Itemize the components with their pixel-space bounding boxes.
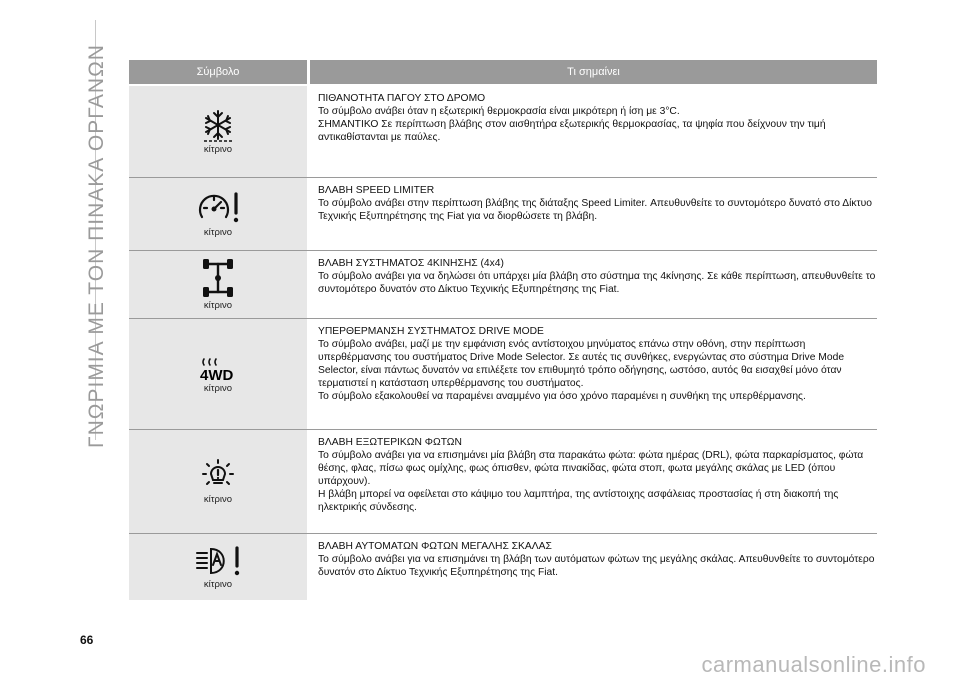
symbol-cell: [129, 251, 307, 318]
drivetrain-fault-icon: [200, 258, 236, 298]
watermark: carmanualsonline.info: [701, 652, 926, 677]
table-row: [129, 534, 877, 600]
meaning-cell: [310, 178, 877, 250]
snowflake-road-icon: [201, 108, 235, 142]
section-side-title-text: ΓΝΩΡΙΜΙΑ ΜΕ ΤΟΝ ΠΙΝΑΚΑ ΟΡΓΑΝΩΝ: [85, 44, 108, 448]
table-row: [129, 178, 877, 251]
meaning-text: ΣΗΜΑΝΤΙΚΟ Σε περίπτωση βλάβης στον αισθητήρα εξωτερικής θερμοκρασίας, τα ψηφία που δείχνουν την τιμή αντικαθίστανται με παύλες.: [318, 119, 826, 143]
symbol-color-label: κίτρινο: [203, 382, 233, 394]
page-number: 66: [80, 633, 94, 647]
table-row: [129, 319, 877, 430]
table-row: [129, 251, 877, 319]
symbol-color-label: κίτρινο: [203, 300, 233, 311]
symbol-color-label: κίτρινο: [203, 494, 233, 505]
meaning-title: ΒΛΑΒΗ ΕΞΩΤΕΡΙΚΩΝ ΦΩΤΩΝ: [318, 437, 462, 448]
meaning-text: Το σύμβολο ανάβει για να δηλώσει ότι υπάρχει μία βλάβη στο σύστημα της 4κίνησης. Σε κάθε περίπτωση, απευθυνθείτε το συντομότερο δυνατόν στο Δίκτυο Τεχνικής Εξυπηρέτησης της Fiat.: [318, 271, 876, 295]
meaning-text: Το σύμβολο ανάβει για να επισημάνει τη βλάβη των αυτόματων φώτων της μεγάλης σκάλας. Απευθυνθείτε το συντομότερο δυνατόν στο Δίκτυο Τεχνικής Εξυπηρέτησης της Fiat.: [318, 554, 875, 578]
4wd-icon-text: 4WD: [200, 366, 234, 381]
meaning-title: ΒΛΑΒΗ SPEED LIMITER: [318, 185, 435, 196]
symbol-cell: [129, 86, 307, 177]
symbol-color-label: κίτρινο: [203, 578, 233, 590]
meaning-title: ΠΙΘΑΝΟΤΗΤΑ ΠΑΓΟΥ ΣΤΟ ΔΡΟΜΟ: [318, 93, 486, 104]
symbol-color-label: κίτρινο: [203, 144, 233, 155]
table-header: [129, 60, 877, 84]
meaning-text: Το σύμβολο εξακολουθεί να παραμένει αναμμένο για όσο χρόνο παραμένει η συνθήκη της υπερθέρμανσης.: [318, 391, 806, 402]
section-side-title: [80, 44, 114, 448]
meaning-text: Το σύμβολο ανάβει όταν η εξωτερική θερμοκρασία είναι μικρότερη ή ίση με 3°C.: [318, 106, 680, 117]
meaning-cell: [310, 534, 877, 600]
meaning-text: Το σύμβολο ανάβει στην περίπτωση βλάβης της διάταξης Speed Limiter. Απευθυνθείτε το συντομότερο δυνατό στο Δίκτυο Τεχνικής Εξυπηρέτησης της Fiat για να διορθώσετε τη βλάβη.: [318, 198, 872, 222]
warning-lights-table: [129, 60, 877, 600]
meaning-cell: [310, 86, 877, 177]
header-meaning: Τι σημαίνει: [310, 60, 877, 84]
symbol-cell: [129, 430, 307, 533]
table-row: [129, 430, 877, 534]
meaning-title: ΥΠΕΡΘΕΡΜΑΝΣΗ ΣΥΣΤΗΜΑΤΟΣ DRIVE MODE: [318, 326, 544, 337]
meaning-cell: [310, 251, 877, 318]
meaning-text: Η βλάβη μπορεί να οφείλεται στο κάψιμο του λαμπτήρα, της αντίστοιχης ασφάλειας προστασίας ή στη διακοπή της ηλεκτρικής σύνδεσης.: [318, 489, 839, 513]
symbol-cell: [129, 178, 307, 250]
meaning-title: ΒΛΑΒΗ ΑΥΤΟΜΑΤΩΝ ΦΩΤΩΝ ΜΕΓΑΛΗΣ ΣΚΑΛΑΣ: [318, 541, 552, 552]
header-symbol: Σύμβολο: [129, 60, 307, 84]
symbol-cell: [129, 319, 307, 429]
symbol-cell: [129, 534, 307, 600]
exterior-lights-fault-icon: [200, 458, 236, 492]
meaning-cell: [310, 430, 877, 533]
meaning-text: Το σύμβολο ανάβει για να επισημάνει μία βλάβη στα παρακάτω φώτα: φώτα ημέρας (DRL), φώτα παρκαρίσματος, φώτα θέσης, φλας, πίσω φως ομίχλης, φως όπισθεν, φώτα πινακίδας, φώτα στοπ, φωτα μεγάλης σκάλας με LED (όπου υπάρχουν).: [318, 450, 864, 487]
4wd-icon: [198, 355, 238, 381]
auto-high-beam-fault-icon: [194, 545, 242, 577]
table-row: [129, 86, 877, 178]
meaning-cell: [310, 319, 877, 429]
meaning-title: ΒΛΑΒΗ ΣΥΣΤΗΜΑΤΟΣ 4ΚΙΝΗΣΗΣ (4x4): [318, 258, 504, 269]
symbol-color-label: κίτρινο: [203, 226, 233, 238]
meaning-text: Το σύμβολο ανάβει, μαζί με την εμφάνιση ενός αντίστοιχου μηνύματος επάνω στην οθόνη, στην περίπτωση υπερθέρμανσης του συστήματος Drive Mode Selector. Σε αυτές τις συνθήκες, ενεργώντας στο σύστημα Drive Mode Selector, είναι πάντως δυνατόν να επιλέξετε τον επιθυμητό τρόπο οδήγησης, ωστόσο, αυτός θα εισαχθεί μόνο όταν τερματιστεί η κατάσταση υπερθέρμανσης του συστήματος.: [318, 339, 845, 389]
speed-limiter-warning-icon: [196, 191, 240, 225]
